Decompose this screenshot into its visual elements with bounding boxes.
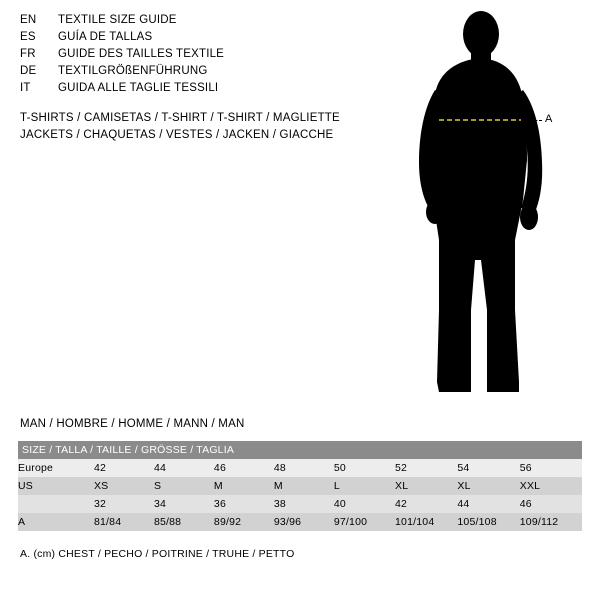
male-silhouette-figure (395, 10, 595, 400)
cell: XL (395, 480, 409, 492)
cell: 36 (213, 498, 226, 510)
cell: 38 (273, 498, 286, 510)
cell: 101/104 (395, 516, 435, 528)
cell: 34 (153, 498, 167, 510)
category-list (20, 110, 380, 144)
language-text: GUIDA ALLE TAGLIE TESSILI (58, 82, 219, 94)
cell: M (213, 480, 223, 492)
table-header-row (18, 441, 582, 459)
language-code: DE (20, 65, 37, 77)
language-row (20, 82, 360, 99)
language-list (20, 14, 360, 99)
cell: 32 (93, 498, 107, 510)
language-code: EN (20, 14, 37, 26)
row-label: US (18, 480, 33, 492)
table-title: MAN / HOMBRE / HOMME / MANN / MAN (20, 418, 245, 430)
cell: XXL (519, 480, 541, 492)
language-row (20, 48, 360, 65)
cell: 42 (395, 498, 408, 510)
cell: 97/100 (333, 516, 368, 528)
cell: 48 (273, 462, 286, 474)
cell: XL (457, 480, 471, 492)
language-code: ES (20, 31, 36, 43)
measure-leader-line (525, 120, 542, 121)
language-code: IT (20, 82, 31, 94)
language-text: TEXTILGRÖßENFÜHRUNG (58, 65, 208, 77)
language-text: TEXTILE SIZE GUIDE (58, 14, 177, 26)
language-row (20, 31, 360, 48)
category-jackets: JACKETS / CHAQUETAS / VESTES / JACKEN / GIACCHE (20, 129, 334, 141)
cell: M (273, 480, 283, 492)
cell: 56 (519, 462, 532, 474)
language-text: GUÍA DE TALLAS (58, 31, 153, 43)
category-tshirts: T-SHIRTS / CAMISETAS / T-SHIRT / T-SHIRT / MAGLIETTE (20, 112, 340, 124)
cell: 52 (395, 462, 408, 474)
row-label: A (18, 516, 26, 528)
table-row (18, 477, 582, 495)
cell: 44 (457, 498, 470, 510)
cell: S (153, 480, 162, 492)
footnote: A. (cm) CHEST / PECHO / POITRINE / TRUHE / PETTO (20, 548, 295, 560)
cell: 81/84 (93, 516, 122, 528)
cell: 89/92 (213, 516, 242, 528)
row-label (18, 495, 94, 513)
cell: 85/88 (153, 516, 182, 528)
cell: 40 (333, 498, 346, 510)
measure-label-a: A (545, 113, 553, 125)
cell: 109/112 (519, 516, 559, 528)
language-row (20, 14, 360, 31)
language-text: GUIDE DES TAILLES TEXTILE (58, 48, 225, 60)
row-label: Europe (18, 462, 54, 474)
language-row (20, 65, 360, 82)
cell: XS (93, 480, 109, 492)
cell: 46 (213, 462, 226, 474)
cell: L (333, 480, 340, 492)
table-header-label: SIZE / TALLA / TAILLE / GRÖSSE / TAGLIA (22, 444, 235, 456)
cell: 54 (457, 462, 470, 474)
cell: 93/96 (273, 516, 302, 528)
silhouette-icon (395, 10, 595, 400)
cell: 50 (333, 462, 346, 474)
cell: 46 (519, 498, 532, 510)
size-table (18, 441, 582, 531)
cell: 44 (153, 462, 167, 474)
language-code: FR (20, 48, 36, 60)
table-row (18, 513, 582, 531)
cell: 105/108 (457, 516, 497, 528)
table-row (18, 459, 582, 477)
cell: 42 (93, 462, 107, 474)
table-row (18, 495, 582, 513)
